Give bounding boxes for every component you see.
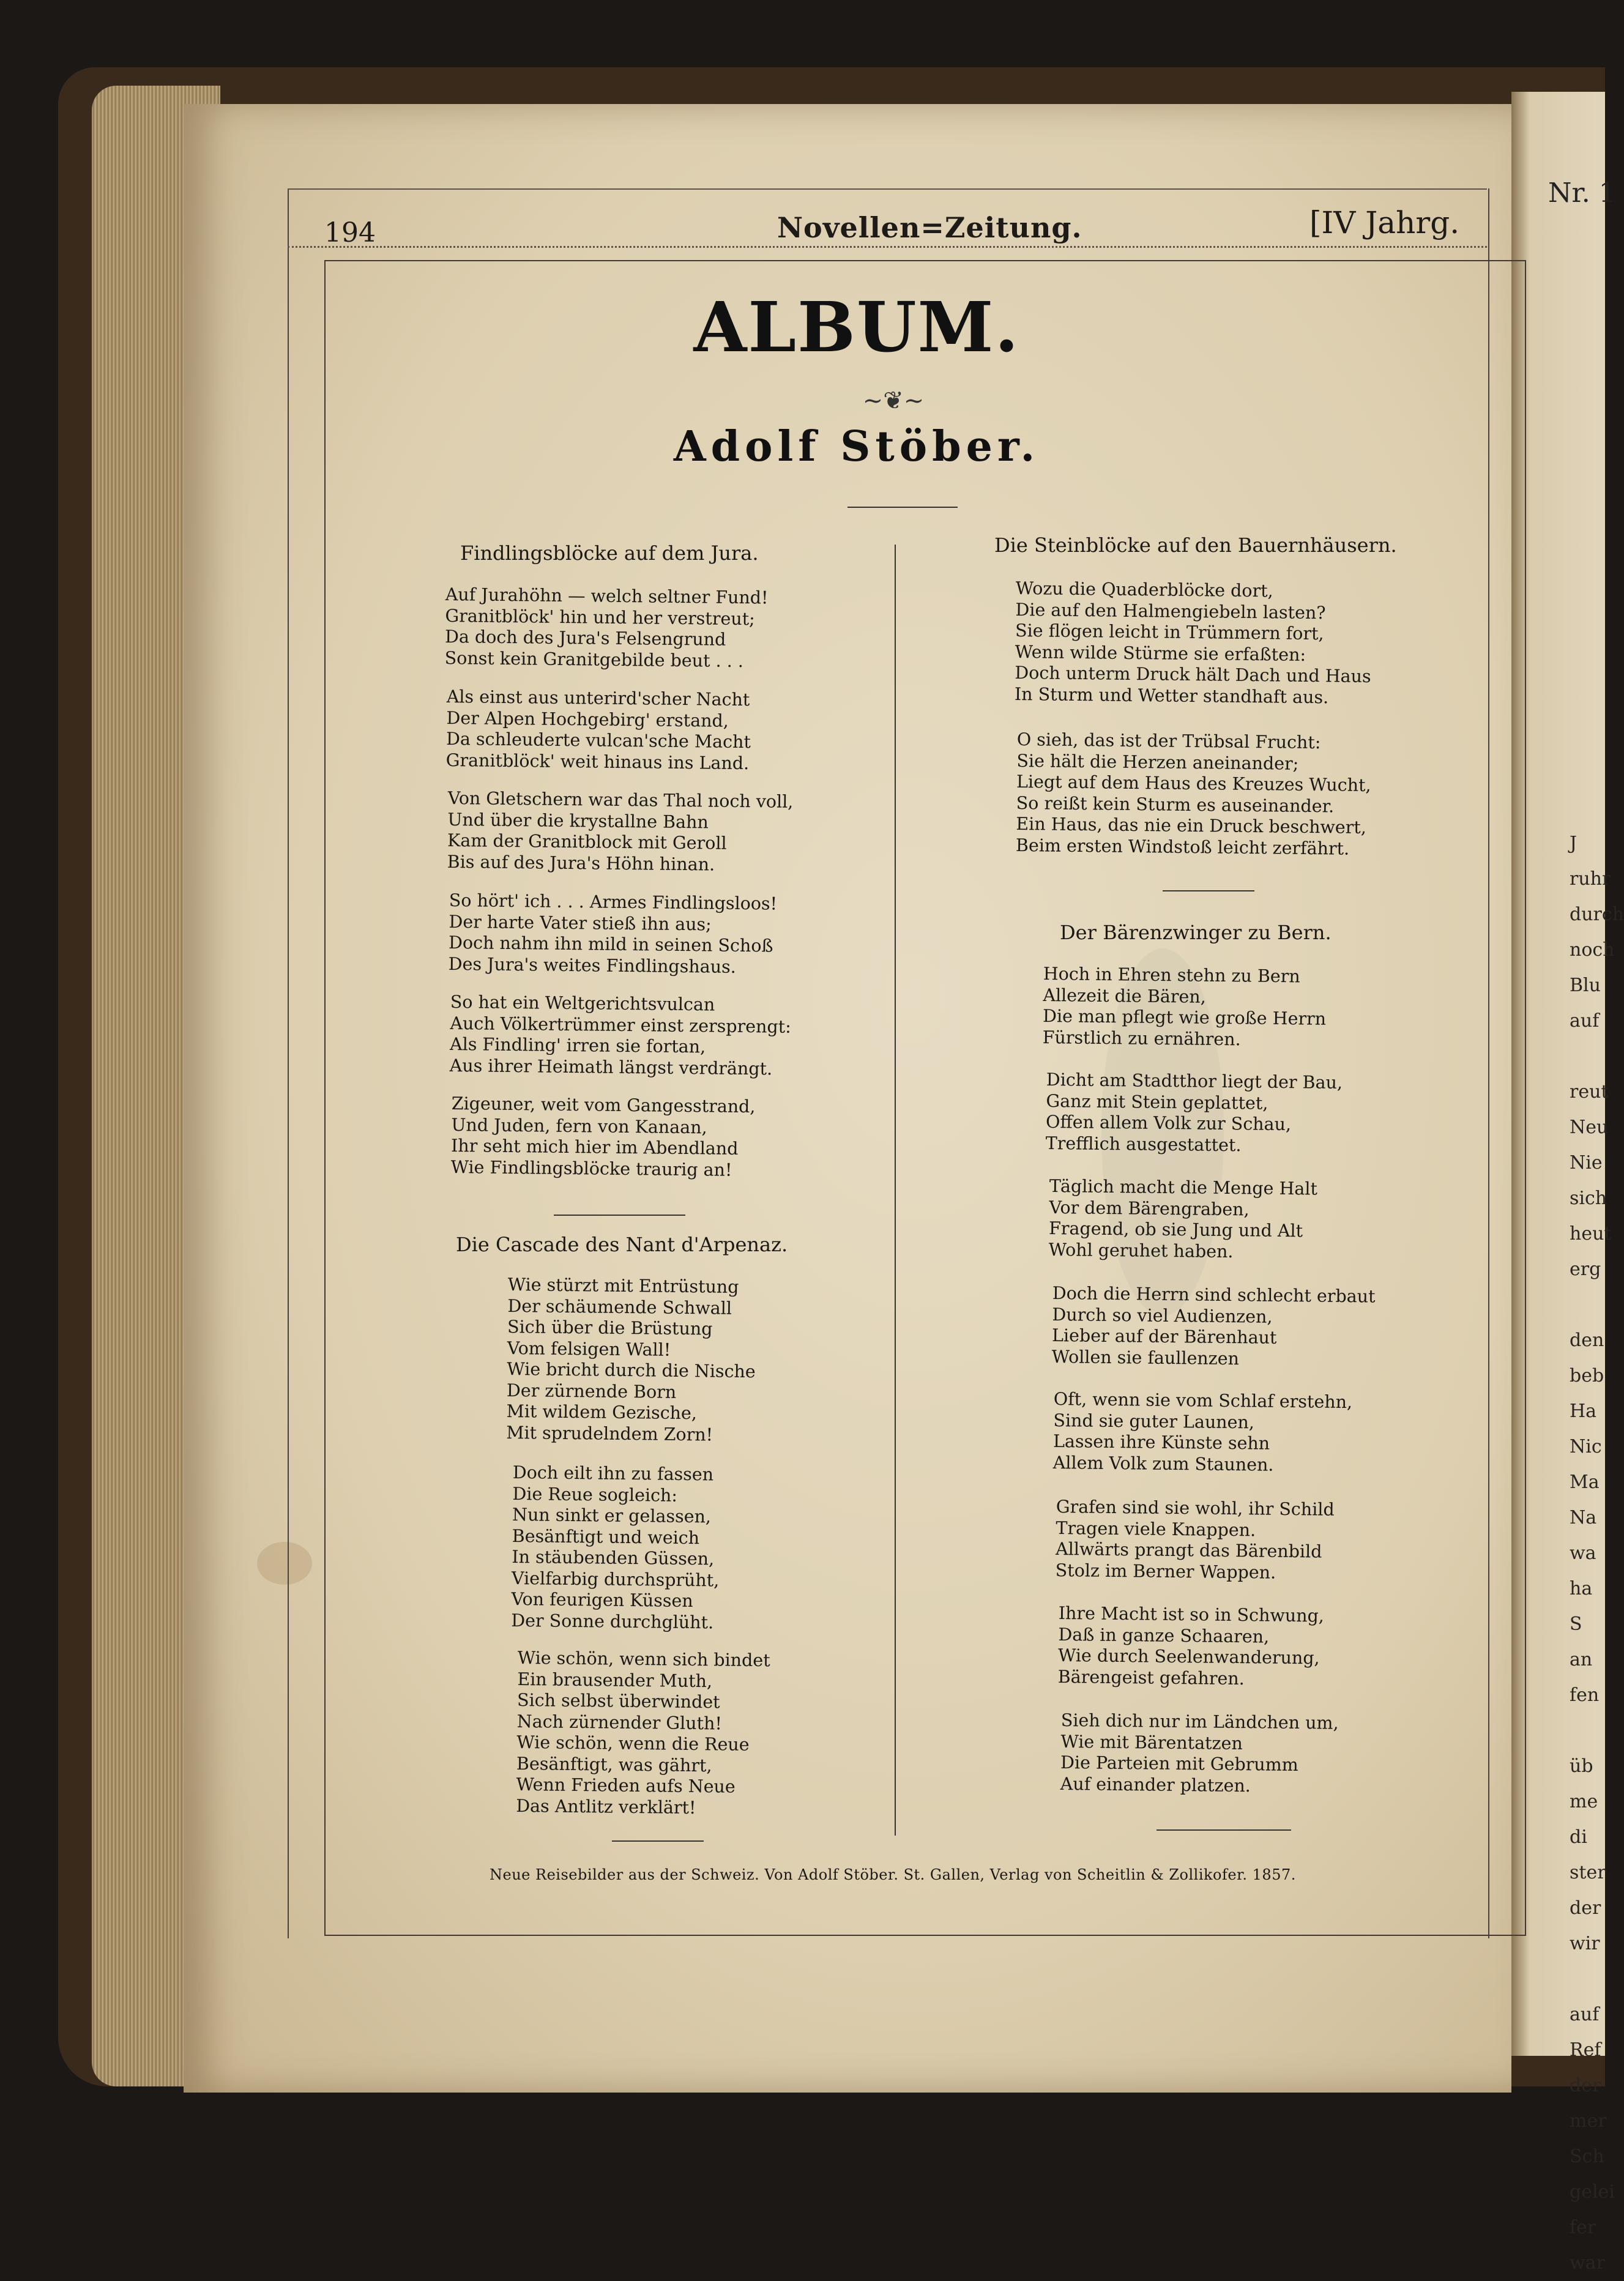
ornament: ~❦~ <box>862 387 925 415</box>
next-page-fragment <box>1570 1287 1624 1323</box>
next-page-header: Nr. 1 <box>1548 177 1616 209</box>
stanza: Wozu die Quaderblöcke dort, Die auf den Halmengiebeln lasten? Sie flögen leicht in Trümmern fort, Wenn wilde Stürme sie erfaßten: Doch unterm Druck hält Dach und Haus In Sturm und Wetter standhaft aus. <box>1014 578 1371 707</box>
stanza: Wie stürzt mit Entrüstung Der schäumende Schwall Sich über die Brüstung Vom felsigen Wall! Wie bricht durch die Nische Der zürnende Born Mit wildem Gezische, Mit sprudelndem Zorn! <box>506 1274 756 1445</box>
next-page-fragment <box>1570 1039 1624 1074</box>
stanza: Täglich macht die Menge Halt Vor dem Bärengraben, Fragend, ob sie Jung und Alt Wohl geruhet haben. <box>1048 1176 1318 1262</box>
next-page-fragment: durch <box>1570 904 1624 925</box>
poem-title-findlingsbloecke: Findlingsblöcke auf dem Jura. <box>460 541 759 565</box>
next-page-fragment: gelei <box>1570 2181 1615 2203</box>
next-page-fragment: wir <box>1570 1933 1600 1954</box>
poem-separator <box>554 1215 685 1216</box>
stanza: Doch eilt ihn zu fassen Die Reue sogleich: Nun sinkt er gelassen, Besänftigt und weich In stäubenden Güssen, Vielfarbig durchsprüht, Von feurigen Küssen Der Sonne durchglüht. <box>511 1462 720 1632</box>
next-page-fragment: S <box>1570 1613 1582 1635</box>
stanza: So hört' ich . . . Armes Findlingsloos! Der harte Vater stieß ihn aus; Doch nahm ihn mild in seinen Schoß Des Jura's weites Findlingshaus. <box>448 890 778 977</box>
header-rule-bottom <box>288 246 1487 248</box>
stanza: Auf Jurahöhn — welch seltner Fund! Granitblöck' hin und her verstreut; Da doch des Jura's Felsengrund Sonst kein Granitgebilde beut . . . <box>444 584 769 671</box>
next-page-fragment: ruhr <box>1570 868 1611 890</box>
next-page-fragment: beb <box>1570 1365 1604 1386</box>
stanza: Zigeuner, weit vom Gangesstrand, Und Juden, fern von Kanaan, Ihr seht mich hier im Abendland Wie Findlingsblöcke traurig an! <box>450 1093 756 1180</box>
stanza: Ihre Macht ist so in Schwung, Daß in ganze Schaaren, Wie durch Seelenwanderung, Bärengeist gefahren. <box>1057 1603 1325 1689</box>
next-page-fragment: wa <box>1570 1542 1596 1564</box>
stanza: Als einst aus unterird'scher Nacht Der Alpen Hochgebirg' erstand, Da schleuderte vulcan'sche Macht Granitblöck' weit hinaus ins Land. <box>445 687 751 773</box>
next-page-fragment: me <box>1570 1791 1598 1812</box>
next-page-fragment: an <box>1570 1649 1593 1670</box>
stanza: Sieh dich nur im Ländchen um, Wie mit Bärentatzen Die Parteien mit Gebrumm Auf einander platzen. <box>1060 1710 1339 1796</box>
stanza: Oft, wenn sie vom Schlaf erstehn, Sind sie guter Launen, Lassen ihre Künste sehn Allem Volk zum Staunen. <box>1052 1389 1353 1475</box>
next-page-fragment: war <box>1570 2252 1605 2274</box>
stanza: Grafen sind sie wohl, ihr Schild Tragen viele Knappen. Allwärts prangt das Bärenbild Stolz im Berner Wappen. <box>1055 1497 1335 1583</box>
column-divider <box>895 545 896 1836</box>
next-page-fragment: den <box>1570 1330 1604 1351</box>
page-number: 194 <box>324 217 376 248</box>
next-page-fragment: Ma <box>1570 1472 1600 1493</box>
next-page-fragment: heut <box>1570 1223 1612 1245</box>
next-page-fragment: Ha <box>1570 1401 1597 1422</box>
poem-title-cascade: Die Cascade des Nant d'Arpenaz. <box>456 1233 788 1256</box>
volume-label: [IV Jahrg. <box>1309 205 1460 240</box>
album-title: ALBUM. <box>693 288 1020 368</box>
poem-title-steinbloecke: Die Steinblöcke auf den Bauernhäusern. <box>994 534 1397 557</box>
stanza: Wie schön, wenn sich bindet Ein brausender Muth, Sich selbst überwindet Nach zürnender Gluth! Wie schön, wenn die Reue Besänftigt, was gährt, Wenn Frieden aufs Neue Das Antlitz verklärt! <box>516 1648 770 1818</box>
source-reference: Neue Reisebilder aus der Schweiz. Von Adolf Stöber. St. Gallen, Verlag von Scheitlin & Zollikofer. 1857. <box>490 1866 1296 1883</box>
next-page-fragment: J <box>1570 833 1577 854</box>
header-rule-top <box>288 188 1487 190</box>
next-page-fragment: Nic <box>1570 1436 1602 1457</box>
next-page-fragment: reut <box>1570 1081 1609 1103</box>
next-page-fragment: fen <box>1570 1684 1600 1706</box>
stanza: So hat ein Weltgerichtsvulcan Auch Völkertrümmer einst zersprengt: Als Findling' irren sie fortan, Aus ihrer Heimath längst verdrängt. <box>449 992 791 1079</box>
stanza: Von Gletschern war das Thal noch voll, Und über die krystallne Bahn Kam der Granitblock mit Geroll Bis auf des Jura's Höhn hinan. <box>447 788 794 875</box>
next-page-fragment: Nie <box>1570 1152 1603 1174</box>
next-page-fragment: mer <box>1570 2110 1607 2132</box>
next-page-fragment: fer <box>1570 2217 1596 2238</box>
next-page-fragment: ster <box>1570 1862 1606 1883</box>
next-page-fragments <box>1570 826 1624 2281</box>
stanza: Hoch in Ehren stehn zu Bern Allezeit die Bären, Die man pflegt wie große Herrn Fürstlich zu ernähren. <box>1042 964 1327 1049</box>
author-rule <box>847 507 958 508</box>
poem-separator <box>1157 1829 1291 1831</box>
next-page-fragment: noch <box>1570 939 1615 961</box>
next-page-fragment: di <box>1570 1826 1587 1848</box>
next-page-fragment: erg <box>1570 1259 1601 1280</box>
poem-separator <box>1163 890 1254 891</box>
next-page-fragment: Ref <box>1570 2039 1601 2061</box>
next-page-fragment: der <box>1570 1897 1601 1919</box>
next-page-fragment: Neu <box>1570 1117 1609 1138</box>
next-page-fragment <box>1570 1713 1624 1749</box>
journal-title: Novellen=Zeitung. <box>777 211 1082 244</box>
next-page-fragment <box>1570 1962 1624 1997</box>
next-page-fragment: sich <box>1570 1188 1607 1209</box>
poem-title-baerenzwinger: Der Bärenzwinger zu Bern. <box>1060 921 1332 944</box>
next-page-fragment: Sch <box>1570 2146 1604 2167</box>
stanza: Dicht am Stadtthor liegt der Bau, Ganz mit Stein geplattet, Offen allem Volk zur Schau, Trefflich ausgestattet. <box>1045 1070 1343 1155</box>
next-page-fragment: auf <box>1570 2004 1600 2025</box>
next-page-fragment: der <box>1570 2075 1601 2096</box>
stanza: Doch die Herrn sind schlecht erbaut Durch so viel Audienzen, Lieber auf der Bärenhaut Wollen sie faullenzen <box>1051 1283 1376 1369</box>
stanza: O sieh, das ist der Trübsal Frucht: Sie hält die Herzen aneinander; Liegt auf dem Haus des Kreuzes Wucht, So reißt kein Sturm es auseinander. Ein Haus, das nie ein Druck beschwert, Beim ersten Windstoß leicht zerfährt. <box>1015 729 1371 859</box>
author-name: Adolf Stöber. <box>673 422 1040 471</box>
next-page-fragment: auf <box>1570 1010 1600 1032</box>
next-page-fragment: Na <box>1570 1507 1597 1528</box>
next-page-fragment: üb <box>1570 1755 1593 1777</box>
column-end-rule <box>612 1840 704 1842</box>
next-page-fragment: Blu <box>1570 975 1601 996</box>
next-page-fragment: ha <box>1570 1578 1593 1599</box>
